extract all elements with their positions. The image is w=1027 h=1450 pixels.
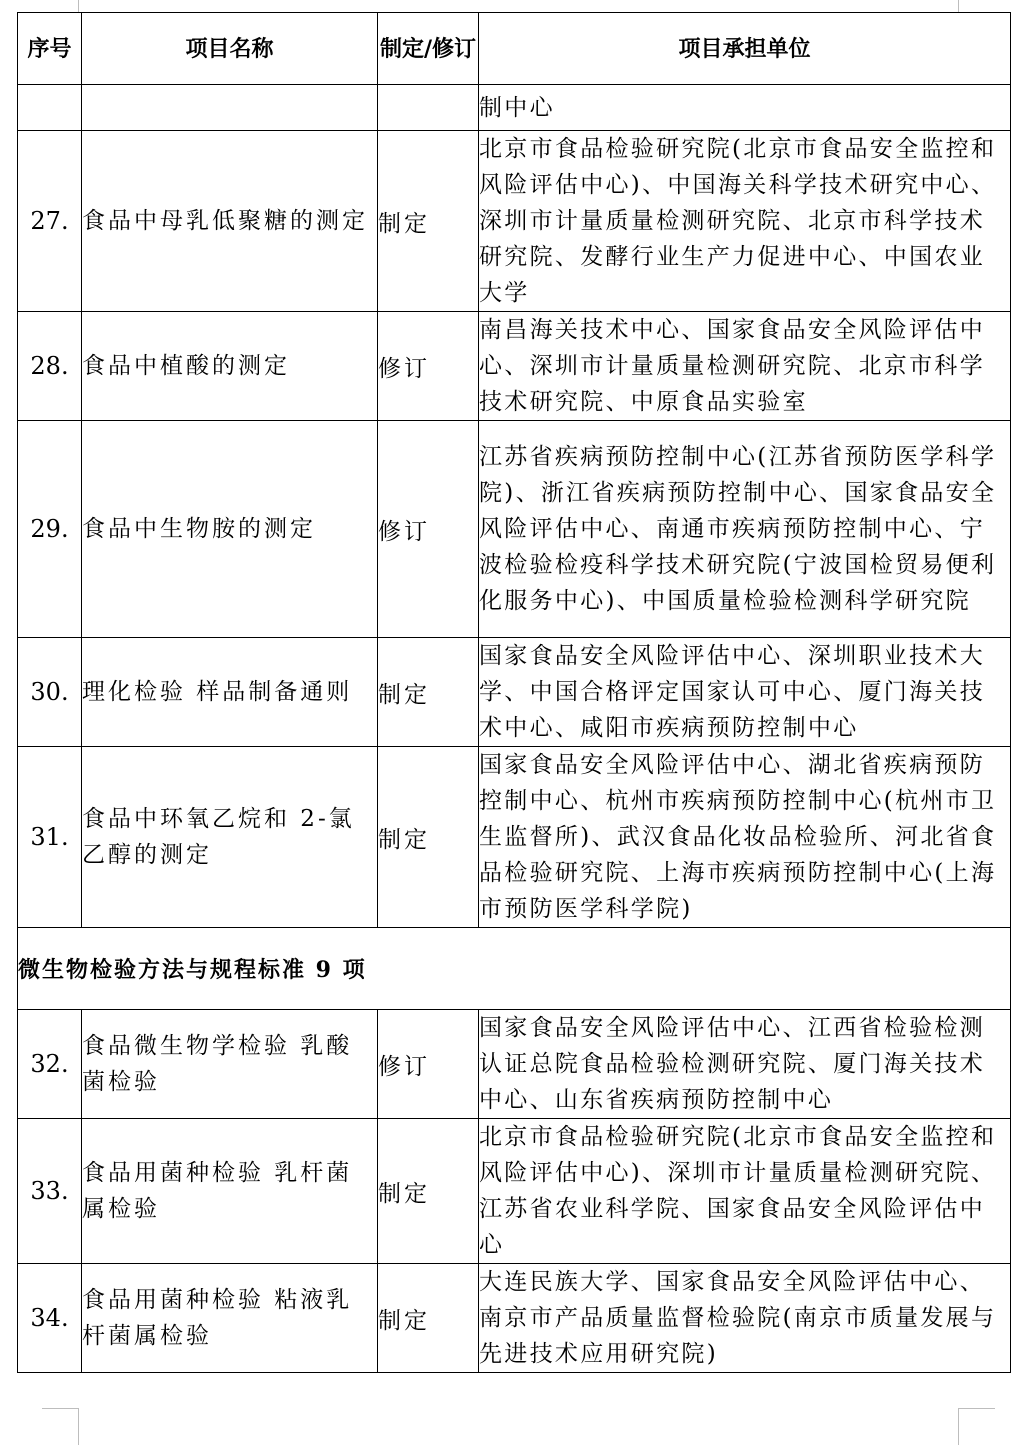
cell-index: 33. — [18, 1119, 82, 1264]
cell-units: 国家食品安全风险评估中心、湖北省疾病预防控制中心、杭州市疾病预防控制中心(杭州市卫生监督所)、武汉食品化妆品检验所、河北省食品检验研究院、上海市疾病预防控制中心(上海市预防医学科学院) — [479, 747, 1011, 928]
cell-name: 食品用菌种检验 乳杆菌属检验 — [82, 1119, 378, 1264]
cell-index: 30. — [18, 638, 82, 747]
crop-mark-bottom-right — [958, 1408, 995, 1445]
header-project-name: 项目名称 — [82, 13, 378, 85]
table-row — [18, 1264, 1011, 1373]
header-units: 项目承担单位 — [479, 13, 1011, 85]
cell-type: 修订 — [378, 312, 479, 421]
table-row-continuation — [18, 85, 1011, 131]
cell-name: 食品中植酸的测定 — [82, 312, 378, 421]
cell-type: 制定 — [378, 638, 479, 747]
cell-units: 制中心 — [479, 85, 1011, 131]
cell-index: 27. — [18, 131, 82, 312]
table-row — [18, 421, 1011, 638]
section-title: 微生物检验方法与规程标准 9 项 — [18, 928, 1011, 1010]
cell-type: 修订 — [378, 421, 479, 638]
cell-type: 制定 — [378, 1264, 479, 1373]
cell-units: 国家食品安全风险评估中心、江西省检验检测认证总院食品检验检测研究院、厦门海关技术中心、山东省疾病预防控制中心 — [479, 1010, 1011, 1119]
cell-index: 31. — [18, 747, 82, 928]
section-row — [18, 928, 1011, 1010]
cell-units: 大连民族大学、国家食品安全风险评估中心、南京市产品质量监督检验院(南京市质量发展与先进技术应用研究院) — [479, 1264, 1011, 1373]
cell-index — [18, 85, 82, 131]
cell-units: 南昌海关技术中心、国家食品安全风险评估中心、深圳市计量质量检测研究院、北京市科学技术研究院、中原食品实验室 — [479, 312, 1011, 421]
cell-units: 北京市食品检验研究院(北京市食品安全监控和风险评估中心)、中国海关科学技术研究中心、深圳市计量质量检测研究院、北京市科学技术研究院、发酵行业生产力促进中心、中国农业大学 — [479, 131, 1011, 312]
cell-units: 北京市食品检验研究院(北京市食品安全监控和风险评估中心)、深圳市计量质量检测研究院、江苏省农业科学院、国家食品安全风险评估中心 — [479, 1119, 1011, 1264]
table-header-row — [18, 13, 1011, 85]
cell-name — [82, 85, 378, 131]
header-index: 序号 — [18, 13, 82, 85]
cell-index: 32. — [18, 1010, 82, 1119]
header-type: 制定/修订 — [378, 13, 479, 85]
table-row — [18, 312, 1011, 421]
cell-units: 国家食品安全风险评估中心、深圳职业技术大学、中国合格评定国家认可中心、厦门海关技术中心、咸阳市疾病预防控制中心 — [479, 638, 1011, 747]
table-row — [18, 747, 1011, 928]
cell-name: 食品微生物学检验 乳酸菌检验 — [82, 1010, 378, 1119]
crop-mark-bottom-left — [42, 1408, 79, 1445]
cell-type: 制定 — [378, 747, 479, 928]
table-row — [18, 1010, 1011, 1119]
cell-name: 食品中母乳低聚糖的测定 — [82, 131, 378, 312]
cell-name: 食品中生物胺的测定 — [82, 421, 378, 638]
cell-units: 江苏省疾病预防控制中心(江苏省预防医学科学院)、浙江省疾病预防控制中心、国家食品安全风险评估中心、南通市疾病预防控制中心、宁波检验检疫科学技术研究院(宁波国检贸易便利化服务中心)、中国质量检验检测科学研究院 — [479, 421, 1011, 638]
cell-type — [378, 85, 479, 131]
cell-name: 食品中环氧乙烷和 2-氯乙醇的测定 — [82, 747, 378, 928]
table-row — [18, 131, 1011, 312]
cell-index: 34. — [18, 1264, 82, 1373]
cell-type: 修订 — [378, 1010, 479, 1119]
standards-project-table — [17, 12, 1011, 1373]
cell-index: 28. — [18, 312, 82, 421]
table-row — [18, 638, 1011, 747]
cell-type: 制定 — [378, 1119, 479, 1264]
cell-index: 29. — [18, 421, 82, 638]
cell-type: 制定 — [378, 131, 479, 312]
cell-name: 理化检验 样品制备通则 — [82, 638, 378, 747]
table-row — [18, 1119, 1011, 1264]
cell-name: 食品用菌种检验 粘液乳杆菌属检验 — [82, 1264, 378, 1373]
